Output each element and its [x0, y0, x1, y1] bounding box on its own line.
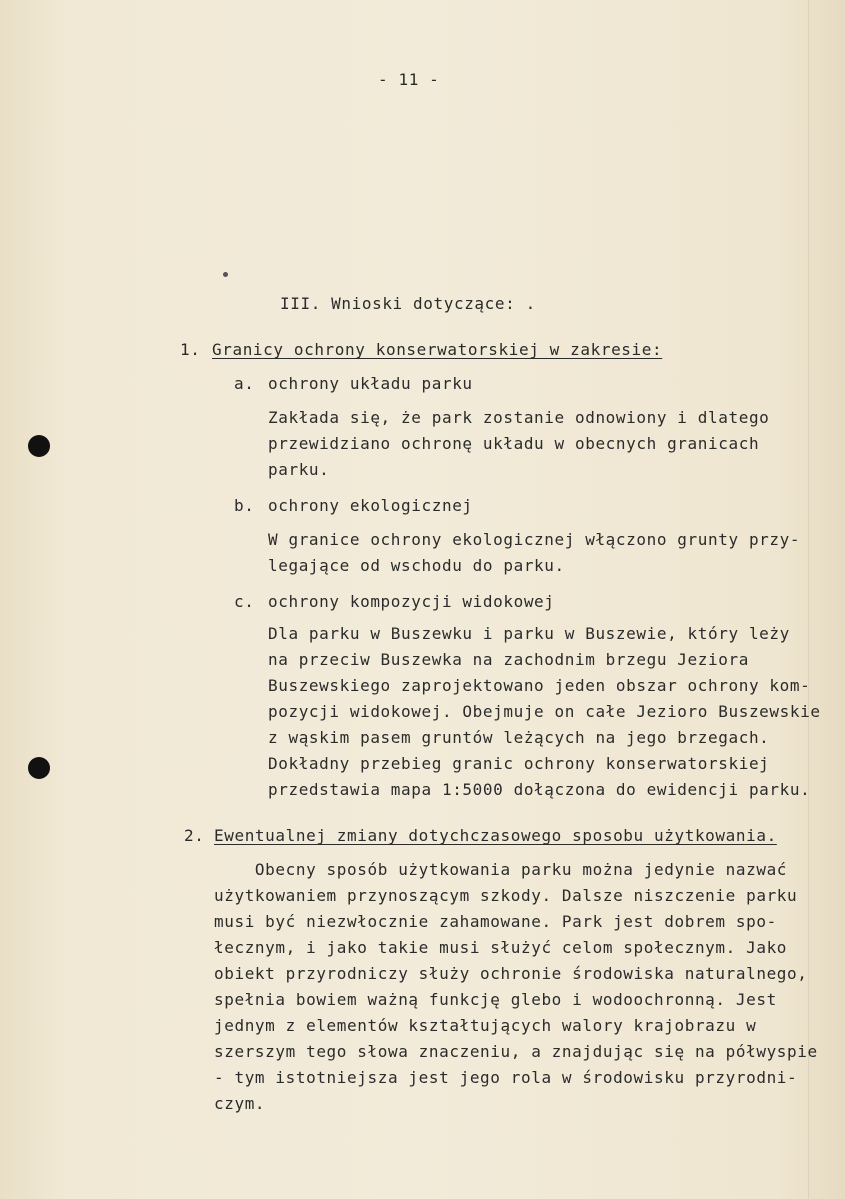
item-b-title: ochrony ekologicznej	[268, 496, 473, 515]
item-a-line: przewidziano ochronę układu w obecnych granicach	[268, 434, 760, 453]
section-2-line: szerszym tego słowa znaczeniu, a znajdując się na półwyspie	[214, 1042, 818, 1061]
section-1-number: 1.	[180, 340, 201, 359]
heading-text: III. Wnioski dotyczące:	[280, 294, 516, 313]
section-2-line: obiekt przyrodniczy służy ochronie środowiska naturalnego,	[214, 964, 808, 983]
item-c-line: z wąskim pasem gruntów leżących na jego brzegach.	[268, 728, 770, 747]
item-a-letter: a.	[234, 374, 255, 393]
item-c-line: Dla parku w Buszewku i parku w Buszewie, który leży	[268, 624, 790, 643]
item-c-title: ochrony kompozycji widokowej	[268, 592, 555, 611]
section-2-line: czym.	[214, 1094, 266, 1113]
item-c-line: przedstawia mapa 1:5000 dołączona do ewidencji parku.	[268, 780, 811, 799]
page-number: - 11 -	[378, 70, 440, 89]
item-a-title: ochrony układu parku	[268, 374, 473, 393]
section-2-line: łecznym, i jako takie musi służyć celom społecznym. Jako	[214, 938, 788, 957]
item-b-line: legające od wschodu do parku.	[268, 556, 565, 575]
section-2-line: jednym z elementów kształtujących walory krajobrazu w	[214, 1016, 757, 1035]
item-b-line: W granice ochrony ekologicznej włączono grunty przy-	[268, 530, 801, 549]
punch-hole-top	[28, 435, 50, 457]
item-c-line: pozycji widokowej. Obejmuje on całe Jezioro Buszewskie	[268, 702, 821, 721]
ink-speck	[223, 272, 228, 277]
section-2-number: 2.	[184, 826, 205, 845]
item-c-line: na przeciw Buszewka na zachodnim brzegu Jeziora	[268, 650, 749, 669]
item-c-letter: c.	[234, 592, 255, 611]
item-a-line: Zakłada się, że park zostanie odnowiony i dlatego	[268, 408, 770, 427]
section-2-line: użytkowaniem przynoszącym szkody. Dalsze niszczenie parku	[214, 886, 798, 905]
item-c-line: Buszewskiego zaprojektowano jeden obszar ochrony kom-	[268, 676, 811, 695]
section-2-line: spełnia bowiem ważną funkcję glebo i wodoochronną. Jest	[214, 990, 777, 1009]
item-a-line: parku.	[268, 460, 330, 479]
section-2-line: musi być niezwłocznie zahamowane. Park jest dobrem spo-	[214, 912, 777, 931]
section-2-title: Ewentualnej zmiany dotychczasowego sposobu użytkowania.	[214, 826, 777, 845]
paper-edge-shadow	[808, 0, 809, 1199]
item-c-line: Dokładny przebieg granic ochrony konserwatorskiej	[268, 754, 770, 773]
punch-hole-bottom	[28, 757, 50, 779]
item-b-letter: b.	[234, 496, 255, 515]
section-2-line: - tym istotniejsza jest jego rola w środowisku przyrodni-	[214, 1068, 798, 1087]
section-2-line: Obecny sposób użytkowania parku można jedynie nazwać	[214, 860, 788, 879]
section-1-title: Granicy ochrony konserwatorskiej w zakresie:	[212, 340, 663, 359]
section-heading: III. Wnioski dotyczące: .	[280, 294, 536, 313]
